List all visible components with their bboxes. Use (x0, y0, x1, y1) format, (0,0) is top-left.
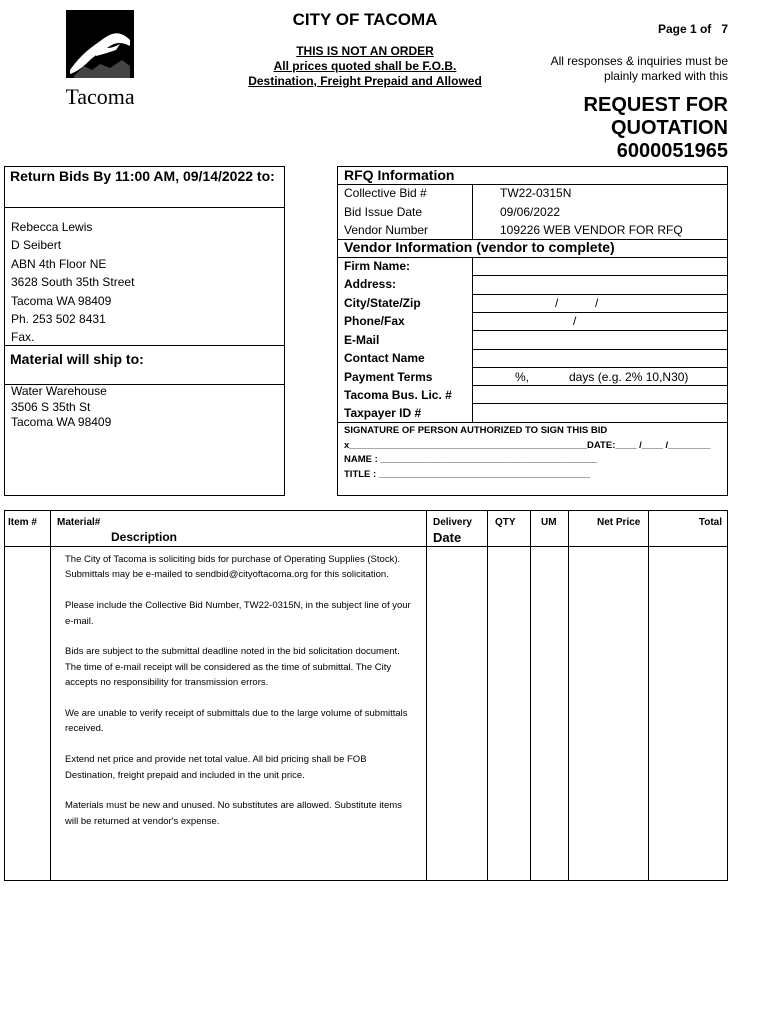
return-bids-heading: Return Bids By 11:00 AM, 09/14/2022 to: (4, 166, 285, 208)
signature-heading: SIGNATURE OF PERSON AUTHORIZED TO SIGN THIS BID (344, 425, 608, 436)
signature-block (344, 424, 710, 482)
inquiries-line: plainly marked with this (603, 69, 728, 83)
column-divider (648, 510, 649, 881)
column-divider (426, 510, 427, 881)
payment-terms-label: Payment Terms (344, 370, 433, 384)
column-header-total: Total (698, 517, 722, 528)
inquiries-line: All responses & inquiries must be (550, 54, 728, 68)
svg-text:Tacoma: Tacoma (66, 84, 134, 109)
vendor-info-heading: Vendor Information (vendor to complete) (344, 239, 615, 255)
address-line: Tacoma WA 98409 (11, 293, 112, 308)
description-paragraph: The City of Tacoma is soliciting bids for purchase of Operating Supplies (Stock). Submittals may be e-mailed to sendbid@cityoftacoma.org for this solicitation. (65, 554, 401, 581)
column-divider (50, 510, 51, 881)
rfq-number: 6000051965 (616, 140, 728, 162)
bid-issue-date-value: 09/06/2022 (500, 205, 561, 219)
address-line: 3506 S 35th St (11, 399, 91, 414)
rfq-title-line: QUOTATION (610, 117, 728, 139)
contact-name-label: Contact Name (344, 351, 425, 365)
description-paragraph: Bids are subject to the submittal deadline noted in the bid solicitation document. The time of e-mail receipt will be considered as the time of submittal. The City accepts no responsibility for transmission errors. (65, 646, 400, 689)
email-field[interactable] (473, 331, 728, 349)
signature-line[interactable]: x_____________________________________________DATE:____ /____ /________ (344, 439, 711, 451)
phone-fax-label: Phone/Fax (344, 314, 405, 328)
rfq-title-line: REQUEST FOR (583, 94, 728, 116)
mountain-logo-icon (66, 10, 134, 110)
order-notice (236, 44, 494, 89)
column-header-delivery: Delivery (433, 517, 472, 528)
divider (472, 184, 473, 239)
address-line: Fax. (11, 330, 35, 345)
column-divider (530, 510, 531, 881)
page-label: Page 1 of (657, 22, 712, 36)
payment-terms-field[interactable]: %, days (e.g. 2% 10,N30) (515, 370, 689, 384)
notice-line: THIS IS NOT AN ORDER (296, 44, 434, 58)
divider (472, 367, 728, 368)
page-total: 7 (721, 22, 728, 36)
collective-bid-value: TW22-0315N (500, 186, 572, 200)
city-state-zip-field[interactable]: / / (555, 296, 599, 310)
taxpayer-id-field[interactable] (473, 404, 728, 422)
address-line: D Seibert (11, 238, 62, 253)
column-header-qty: QTY (495, 517, 516, 528)
divider (472, 312, 728, 313)
address-line: 3628 South 35th Street (11, 275, 135, 290)
rfq-title (520, 94, 728, 163)
firm-name-field[interactable] (473, 257, 728, 275)
description-paragraph: Please include the Collective Bid Number, TW22-0315N, in the subject line of your e-mail. (65, 600, 411, 627)
city-title: CITY OF TACOMA (292, 10, 438, 29)
ship-to-heading: Material will ship to: (4, 345, 285, 385)
column-divider (487, 510, 488, 881)
email-label: E-Mail (344, 333, 380, 347)
column-header-um: UM (541, 517, 557, 528)
column-header-date: Date (433, 530, 462, 545)
bid-issue-date-label: Bid Issue Date (344, 205, 423, 219)
city-state-zip-label: City/State/Zip (344, 296, 421, 310)
address-field[interactable] (473, 276, 728, 294)
signature-title-line[interactable]: TITLE : ________________________________________ (344, 468, 591, 480)
notice-line: Destination, Freight Prepaid and Allowed (248, 74, 482, 88)
taxpayer-id-label: Taxpayer ID # (344, 406, 422, 420)
column-header-item: Item # (8, 517, 37, 528)
address-label: Address: (344, 277, 397, 291)
description-paragraph: We are unable to verify receipt of submittals due to the large volume of submittals received. (65, 708, 408, 735)
collective-bid-label: Collective Bid # (344, 186, 427, 200)
contact-name-field[interactable] (473, 350, 728, 367)
page-indicator (600, 22, 728, 36)
inquiries-note (520, 54, 728, 84)
item-description (65, 552, 415, 845)
description-paragraph: Materials must be new and unused. No substitutes are allowed. Substitute items will be returned at vendor's expense. (65, 800, 402, 827)
description-paragraph: Extend net price and provide net total value. All bid pricing shall be FOB Destination, freight prepaid and included in the unit price. (65, 754, 367, 781)
address-line: Ph. 253 502 8431 (11, 311, 106, 326)
table-header-divider (4, 546, 728, 547)
address-line: Water Warehouse (11, 384, 107, 398)
column-header-material: Material# (57, 517, 101, 528)
firm-name-label: Firm Name: (344, 259, 411, 273)
column-divider (568, 510, 569, 881)
business-license-field[interactable] (473, 386, 728, 403)
signature-name-line[interactable]: NAME : _________________________________________ (344, 454, 598, 466)
address-line: Rebecca Lewis (11, 220, 93, 234)
column-header-net-price: Net Price (597, 517, 641, 528)
phone-fax-field[interactable]: / (573, 314, 577, 328)
rfq-info-heading: RFQ Information (344, 167, 455, 183)
ship-to-address (11, 384, 111, 431)
vendor-number-label: Vendor Number (344, 223, 429, 237)
notice-line: All prices quoted shall be F.O.B. (273, 59, 457, 73)
address-line: ABN 4th Floor NE (11, 256, 107, 271)
return-address (11, 218, 134, 347)
address-line: Tacoma WA 98409 (11, 415, 112, 429)
city-of-tacoma-logo (66, 10, 134, 110)
divider (337, 184, 728, 185)
business-license-label: Tacoma Bus. Lic. # (344, 388, 452, 402)
divider (337, 422, 728, 423)
column-header-description: Description (111, 530, 178, 544)
divider (472, 294, 728, 295)
vendor-number-value: 109226 WEB VENDOR FOR RFQ (500, 223, 683, 237)
